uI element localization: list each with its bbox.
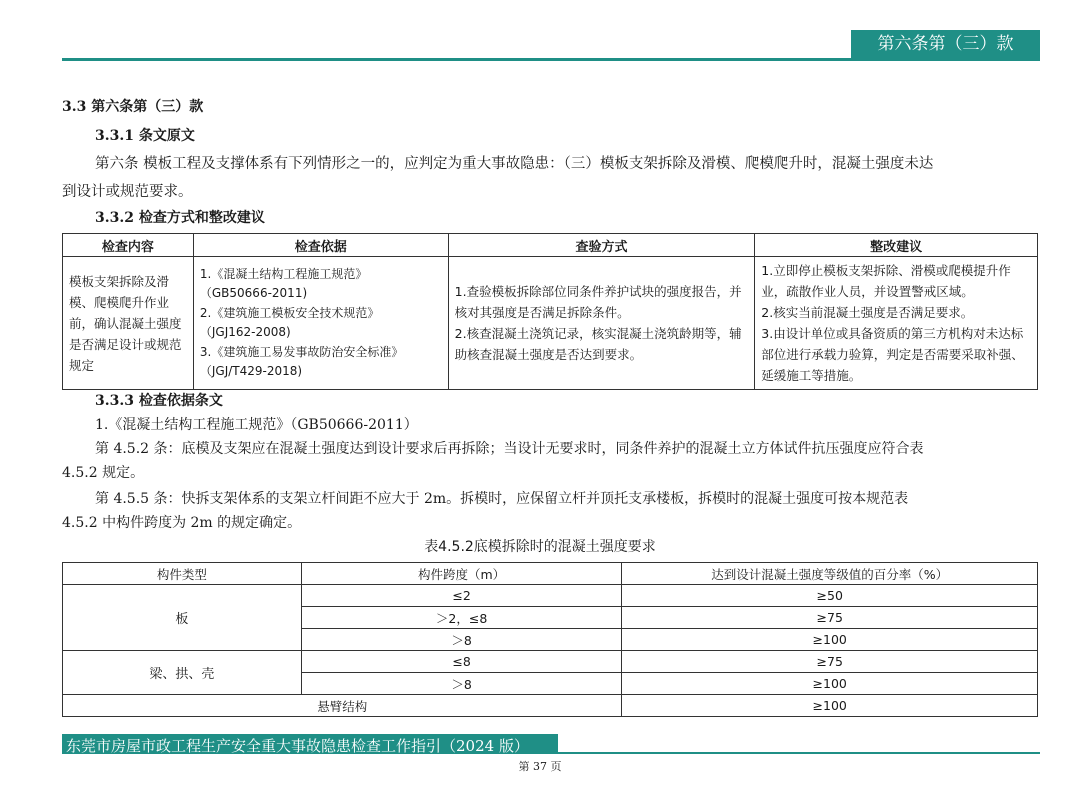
strength-table	[62, 562, 1038, 717]
check-table-header: 查验方式	[448, 234, 755, 257]
percent-cell: ≥100	[622, 673, 1038, 695]
check-table-header: 整改建议	[755, 234, 1038, 257]
check-advice-cell	[755, 257, 1038, 390]
percent-cell: ≥100	[622, 695, 1038, 717]
percent-cell: ≥100	[622, 629, 1038, 651]
percent-cell: ≥50	[622, 585, 1038, 607]
advice-item: 3.由设计单位或具备资质的第三方机构对未达标部位进行承载力验算，判定是否需要采取补强、延缓施工等措施。	[761, 326, 1024, 383]
percent-cell: ≥75	[622, 607, 1038, 629]
span-cell: ＞2，≤8	[301, 607, 622, 629]
advice-item: 1.立即停止模板支架拆除、滑模或爬模提升作业，疏散作业人员，并设置警戒区域。	[761, 263, 1011, 299]
basis-line: 2.《建筑施工模板安全技术规范》	[199, 305, 380, 320]
subsection-clause-heading: 3.3.1 条文原文	[95, 128, 195, 144]
basis-line: （JGJ162-2008)	[199, 325, 291, 339]
subsection-basis-heading: 3.3.3 检查依据条文	[95, 393, 223, 409]
member-type-slab: 板	[63, 585, 302, 651]
header-rule	[62, 58, 1040, 61]
basis-standard-title: 1.《混凝土结构工程施工规范》（GB50666-2011）	[95, 417, 418, 433]
strength-table-header: 达到设计混凝土强度等级值的百分率（%）	[622, 563, 1038, 585]
strength-table-header: 构件类型	[63, 563, 302, 585]
section-title: 3.3 第六条第（三）款	[62, 99, 204, 115]
method-item: 2.核查混凝土浇筑记录，核实混凝土浇筑龄期等，辅助核查混凝土强度是否达到要求。	[454, 326, 742, 362]
basis-line: 3.《建筑施工易发事故防治安全标准》	[199, 344, 404, 359]
footer-title: 东莞市房屋市政工程生产安全重大事故隐患检查工作指引（2024 版）	[66, 737, 529, 755]
article-455-line-1: 第 4.5.5 条：快拆支架体系的支架立杆间距不应大于 2m。拆模时，应保留立杆并顶托支承楼板，拆模时的混凝土强度可按本规范表	[95, 491, 909, 507]
basis-line: （JGJ/T429-2018)	[199, 364, 303, 378]
clause-text-line-2: 到设计或规范要求。	[62, 184, 193, 200]
basis-line: 1.《混凝土结构工程施工规范》	[199, 266, 368, 281]
member-type-cantilever: 悬臂结构	[63, 695, 622, 717]
span-cell: ＞8	[301, 673, 622, 695]
check-table	[62, 233, 1038, 390]
strength-table-header: 构件跨度（m）	[301, 563, 622, 585]
page-number: 第 37 页	[518, 760, 562, 773]
span-cell: ≤2	[301, 585, 622, 607]
span-cell: ＞8	[301, 629, 622, 651]
member-type-beam-arch-shell: 梁、拱、壳	[63, 651, 302, 695]
article-452-line-2: 4.5.2 规定。	[62, 465, 145, 481]
header-section-tab: 第六条第（三）款	[851, 30, 1040, 58]
method-item: 1.查验模板拆除部位同条件养护试块的强度报告，并核对其强度是否满足拆除条件。	[454, 284, 742, 320]
strength-table-caption: 表4.5.2底模拆除时的混凝土强度要求	[424, 539, 656, 555]
basis-line: （GB50666-2011)	[199, 286, 308, 300]
clause-text-line-1: 第六条 模板工程及支撑体系有下列情形之一的，应判定为重大事故隐患：（三）模板支架拆除及滑模、爬模爬升时，混凝土强度未达	[95, 156, 934, 172]
check-table-header: 检查依据	[193, 234, 448, 257]
check-method-cell	[448, 257, 755, 390]
subsection-check-heading: 3.3.2 检查方式和整改建议	[95, 210, 265, 226]
check-table-header: 检查内容	[63, 234, 194, 257]
check-content-cell: 模板支架拆除及滑模、爬模爬升作业前，确认混凝土强度是否满足设计或规范规定	[63, 257, 194, 390]
article-452-line-1: 第 4.5.2 条：底模及支架应在混凝土强度达到设计要求后再拆除；当设计无要求时，同条件养护的混凝土立方体试件抗压强度应符合表	[95, 441, 924, 457]
percent-cell: ≥75	[622, 651, 1038, 673]
article-455-line-2: 4.5.2 中构件跨度为 2m 的规定确定。	[62, 515, 302, 531]
advice-item: 2.核实当前混凝土强度是否满足要求。	[761, 305, 974, 320]
span-cell: ≤8	[301, 651, 622, 673]
check-basis-cell	[193, 257, 448, 390]
